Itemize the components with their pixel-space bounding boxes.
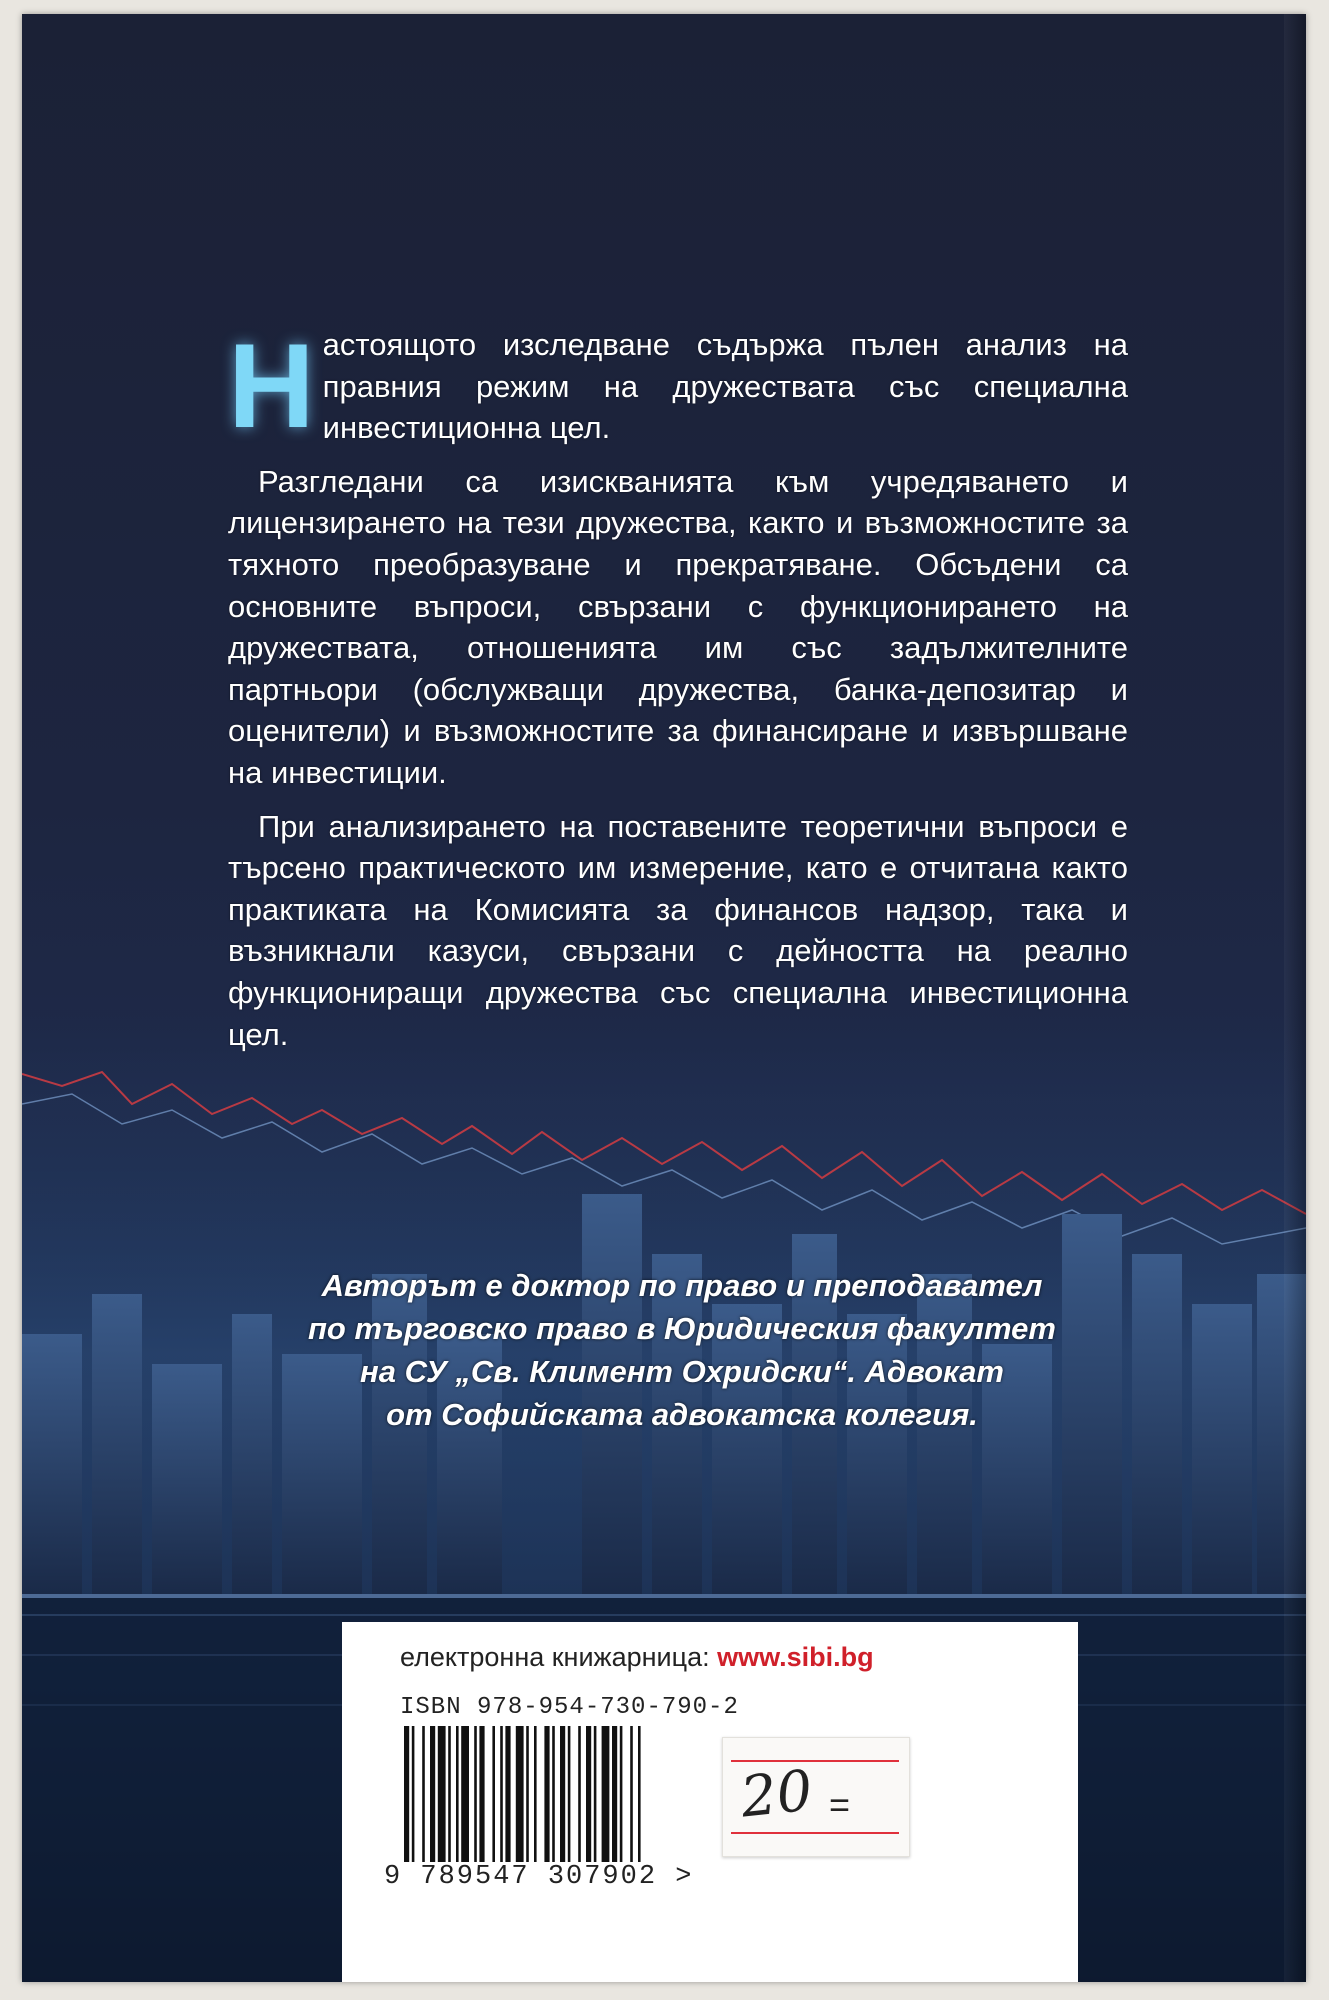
author-line-4: от Софийската адвокатска колегия. — [386, 1397, 978, 1432]
price-tag-top-line — [731, 1760, 899, 1762]
isbn-text: ISBN 978-954-730-790-2 — [400, 1694, 739, 1721]
cover-edge-shadow — [1284, 14, 1306, 1982]
shop-label: електронна книжарница: — [400, 1642, 710, 1672]
shop-line — [400, 1642, 874, 1673]
drop-cap-letter: Н — [228, 319, 315, 453]
blurb-paragraph-1: астоящото изследване съдържа пълен анализ на правния режим на дружествата със специална инвестиционна цел. — [322, 327, 1128, 446]
price-value: 20 — [737, 1758, 816, 1831]
blurb-paragraph-3: При анализирането на поставените теоретични въпроси е търсено практическото им измерение, като е отчитана както практиката на Комисията за финансов надзор, така и възникнали казуси, свързани с дейността на реално функциониращи дружества със специална инвестиционна цел. — [228, 808, 1128, 1052]
price-suffix: = — [829, 1784, 851, 1825]
author-line-3: на СУ „Св. Климент Охридски“. Адвокат — [360, 1354, 1004, 1389]
author-line-2: по търговско право в Юридическия факултет — [308, 1311, 1056, 1346]
price-tag — [722, 1737, 910, 1857]
blurb-text — [228, 319, 1128, 1067]
barcode-number: 9 789547 307902 > — [384, 1862, 694, 1892]
barcode-sticker — [342, 1622, 1078, 1982]
price-tag-bottom-line — [731, 1832, 899, 1834]
blurb-paragraph-2: Разгледани са изискванията към учредяването и лицензирането на тези дружества, както и възможностите за тяхното преобразуване и прекратяване. Обсъдени са основните въпроси, свързани с функционирането на дружествата, отношенията им със задължителните партньори (обслужващи дружества, банка-депозитар и оценители) и възможностите за финансиране и извършване на инвестиции. — [228, 463, 1128, 790]
book-back-cover — [22, 14, 1306, 1982]
author-line-1: Авторът е доктор по право и преподавател — [321, 1268, 1043, 1303]
shop-url: www.sibi.bg — [717, 1642, 874, 1672]
author-bio — [242, 1264, 1122, 1436]
barcode-graphic — [402, 1726, 702, 1862]
